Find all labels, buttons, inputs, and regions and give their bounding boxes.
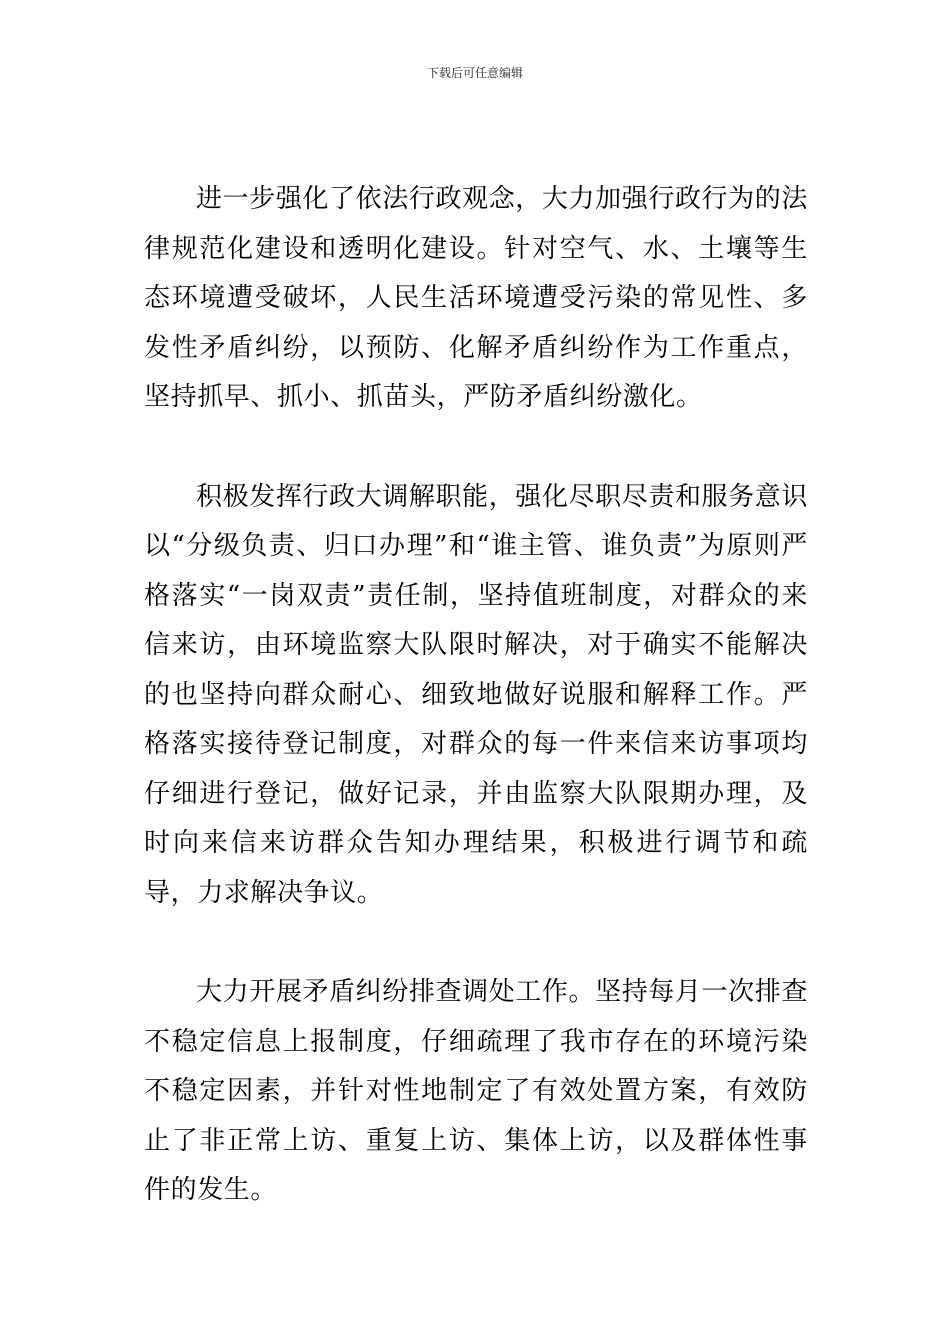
document-body bbox=[144, 175, 808, 1266]
paragraph-2: 积极发挥行政大调解职能，强化尽职尽责和服务意识以“分级负责、归口办理”和“谁主管、谁负责”为原则严格落实“一岗双责”责任制，坚持值班制度，对群众的来信来访，由环境监察大队限时解决，对于确实不能解决的也坚持向群众耐心、细致地做好说服和解释工作。严格落实接待登记制度，对群众的每一件来信来访事项均仔细进行登记，做好记录，并由监察大队限期办理，及时向来信来访群众告知办理结果，积极进行调节和疏导，力求解决争议。 bbox=[144, 481, 808, 908]
paragraph-3: 大力开展矛盾纠纷排查调处工作。坚持每月一次排查不稳定信息上报制度，仔细疏理了我市存在的环境污染不稳定因素，并针对性地制定了有效处置方案，有效防止了非正常上访、重复上访、集体上访，以及群体性事件的发生。 bbox=[144, 977, 808, 1205]
page-header: 下载后可任意编辑 bbox=[426, 66, 523, 80]
paragraph-1: 进一步强化了依法行政观念，大力加强行政行为的法律规范化建设和透明化建设。针对空气、水、土壤等生态环境遭受破坏，人民生活环境遭受污染的常见性、多发性矛盾纠纷，以预防、化解矛盾纠纷作为工作重点，坚持抓早、抓小、抓苗头，严防矛盾纠纷激化。 bbox=[144, 184, 808, 412]
